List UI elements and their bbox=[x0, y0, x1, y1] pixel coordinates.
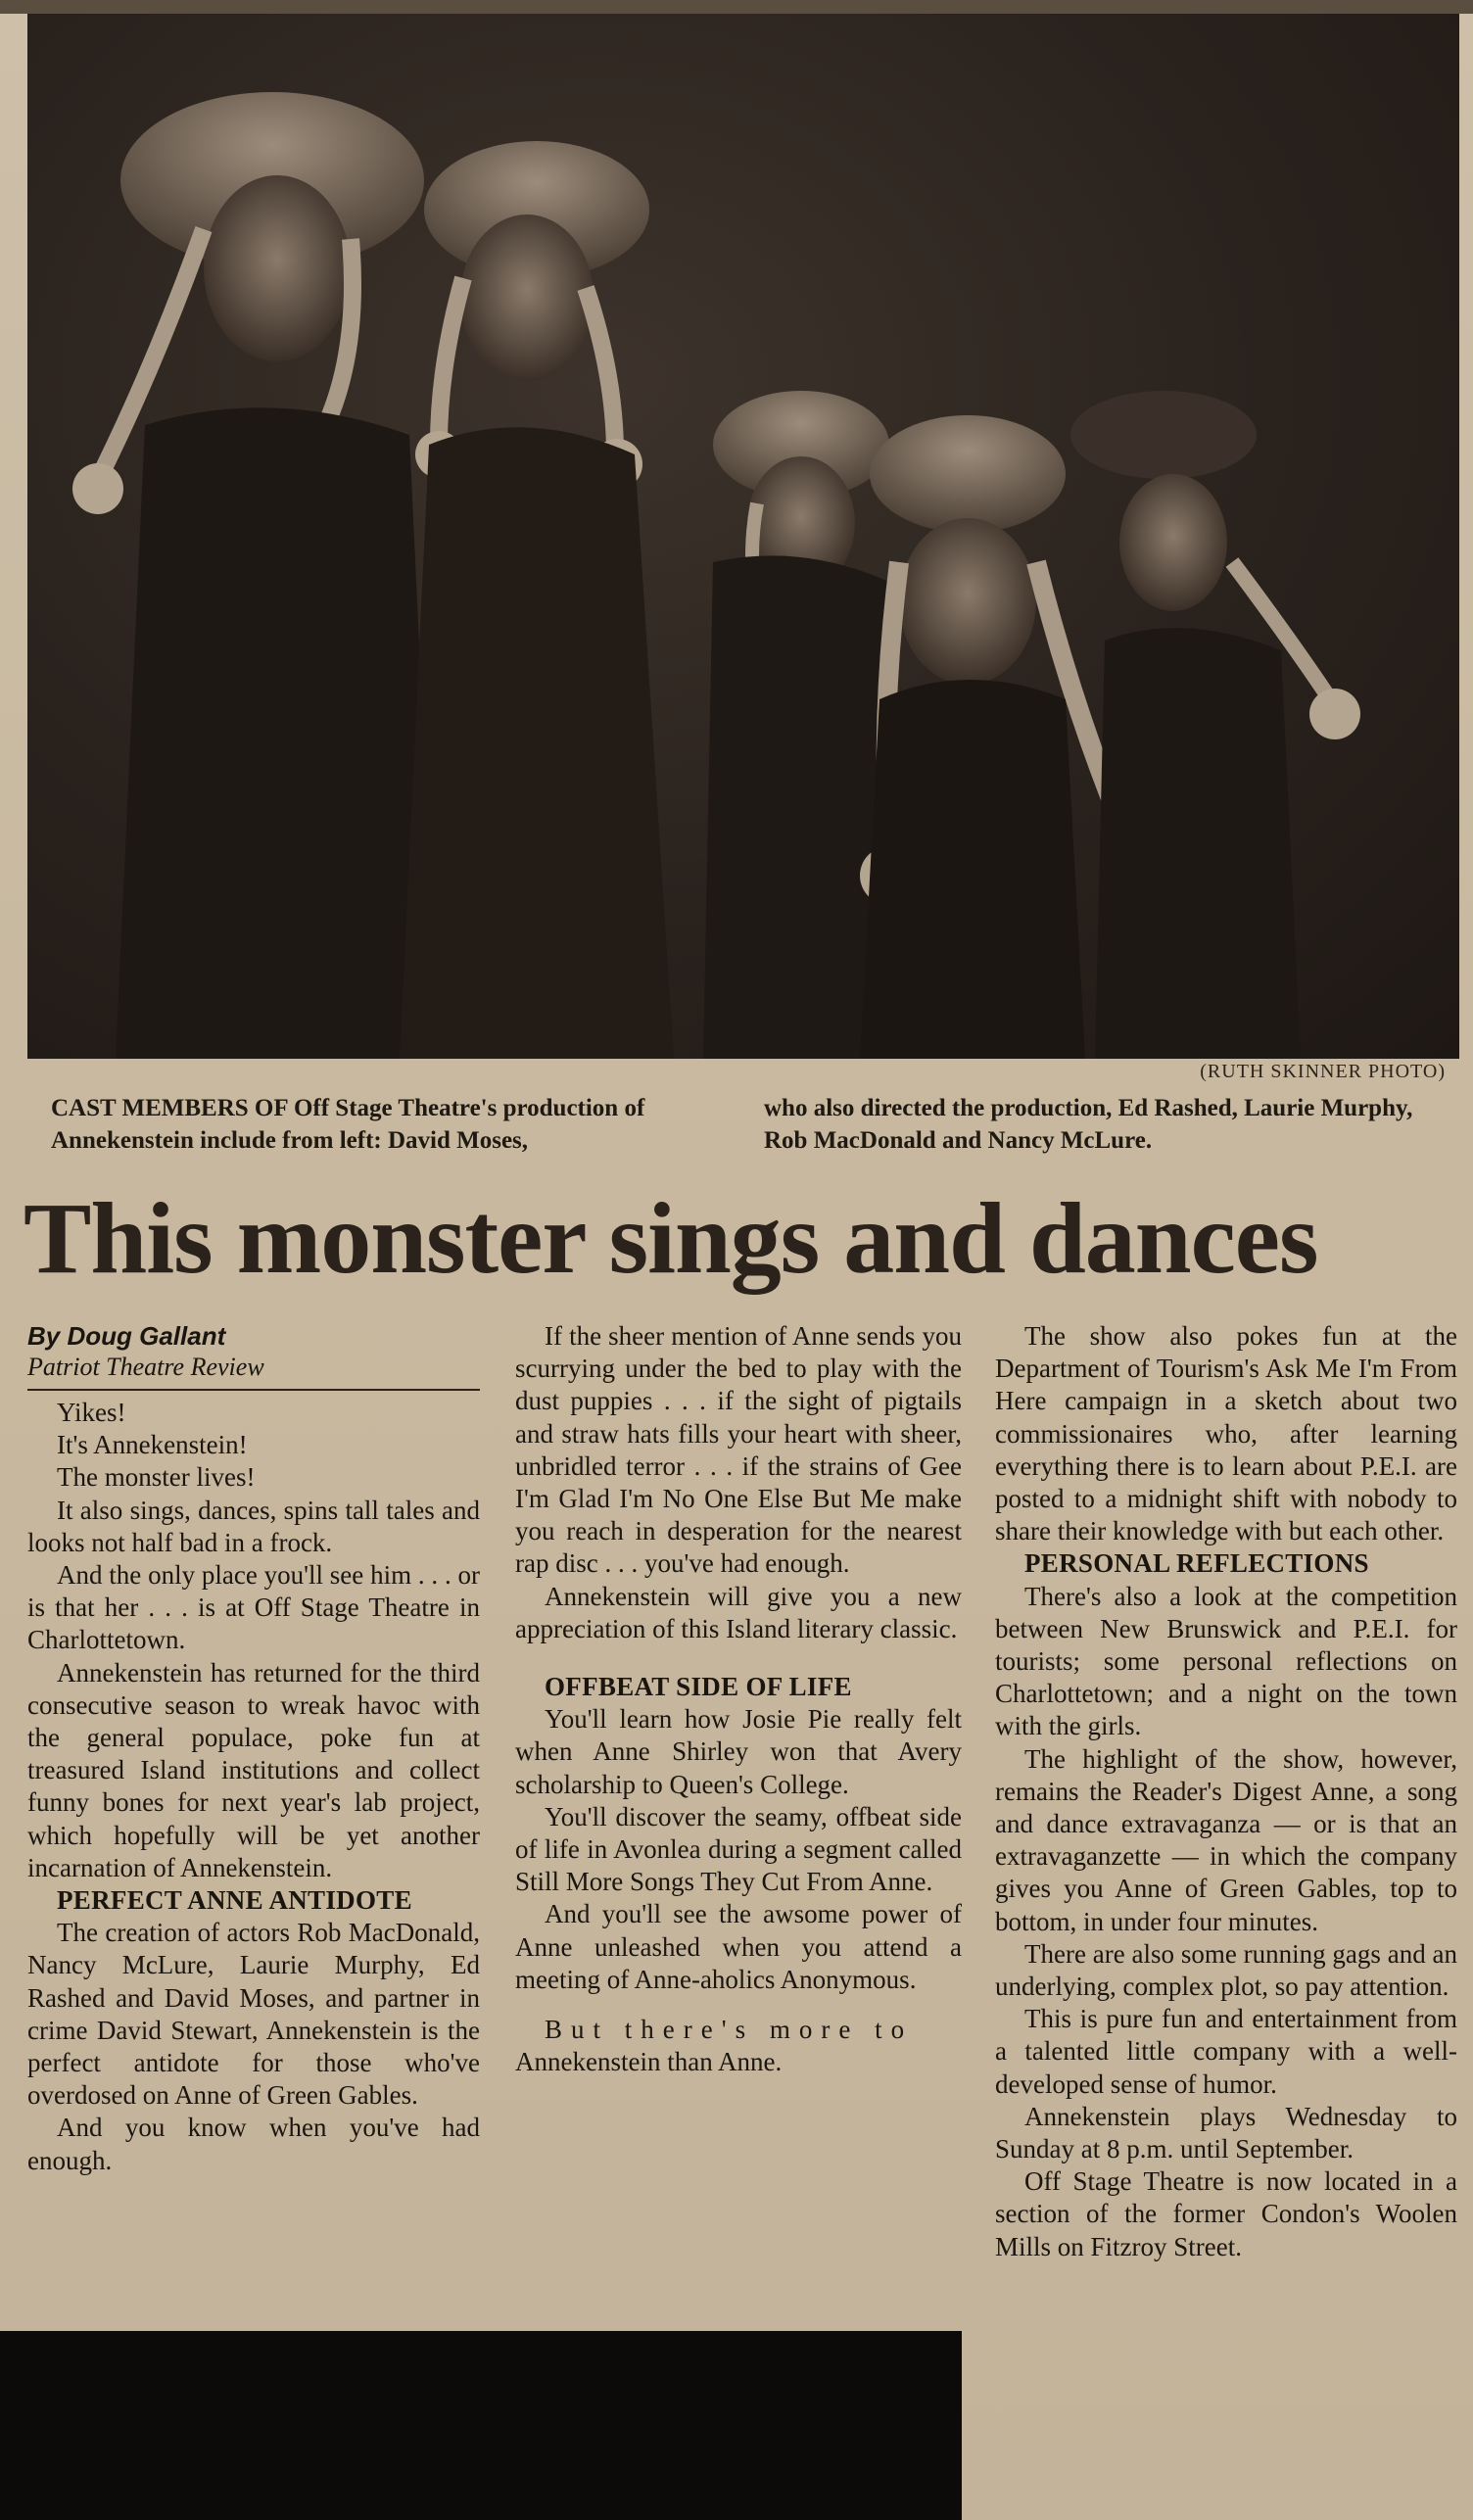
paragraph: It's Annekenstein! bbox=[57, 1430, 248, 1460]
article-column-3 bbox=[995, 1320, 1457, 2263]
headline: This monster sings and dances bbox=[24, 1182, 1318, 1295]
photo-caption-right: who also directed the production, Ed Rashed, Laurie Murphy, Rob MacDonald and Nancy McLure. bbox=[764, 1095, 1413, 1154]
byline-author: By Doug Gallant bbox=[27, 1321, 226, 1351]
subheading: PERFECT ANNE ANTIDOTE bbox=[57, 1885, 412, 1916]
dark-background-area bbox=[0, 2331, 962, 2520]
paragraph: There's also a look at the competition between New Brunswick and P.E.I. for tourists; some personal reflections on Charlottetown; and a night on the town with the girls. bbox=[995, 1581, 1457, 1741]
paragraph: The show also pokes fun at the Department of Tourism's Ask Me I'm From Here campaign in a sketch about two commissionaires who, after learning everything there is to learn about P.E.I. are posted to a midnight shift with nobody to share their knowledge with but each other. bbox=[995, 1321, 1457, 1546]
paragraph: This is pure fun and entertainment from a talented little company with a well-developed sense of humor. bbox=[995, 2004, 1457, 2099]
paragraph: Annekenstein will give you a new appreciation of this Island literary classic. bbox=[515, 1581, 962, 1643]
paragraph: And you know when you've had enough. bbox=[27, 2113, 480, 2175]
paragraph: But there's more to bbox=[545, 2015, 914, 2045]
paragraph: Off Stage Theatre is now located in a section of the former Condon's Woolen Mills on Fitzroy Street. bbox=[995, 2166, 1457, 2261]
article-column-2 bbox=[515, 1320, 962, 2078]
paragraph: The highlight of the show, however, remains the Reader's Digest Anne, a song and dance extravaganza — or is that an extravaganzette — in which the company gives you Anne of Green Gables, top to bottom, in under four minutes. bbox=[995, 1743, 1457, 1936]
paragraph: Annekenstein plays Wednesday to Sunday at 8 p.m. until September. bbox=[995, 2101, 1457, 2164]
paragraph: Annekenstein has returned for the third consecutive season to wreak havoc with the general populace, poke fun at treasured Island institutions and collect funny bones for next year's lab project, which hopefully will be yet another incarnation of Annekenstein. bbox=[27, 1657, 480, 1882]
cast-member-figure bbox=[72, 92, 439, 1059]
top-dark-strip bbox=[0, 0, 1473, 14]
article-column-1 bbox=[27, 1320, 480, 2177]
cast-member-figure bbox=[400, 141, 674, 1059]
cast-member-figure bbox=[1070, 391, 1360, 1059]
paragraph: Yikes! bbox=[57, 1398, 126, 1427]
subheading: OFFBEAT SIDE OF LIFE bbox=[545, 1672, 852, 1702]
byline-rule bbox=[27, 1389, 480, 1391]
paragraph: It also sings, dances, spins tall tales and looks not half bad in a frock. bbox=[27, 1495, 480, 1557]
byline-section: Patriot Theatre Review bbox=[27, 1353, 264, 1381]
photo-caption-left: CAST MEMBERS OF Off Stage Theatre's production of Annekenstein include from left: David Moses, bbox=[51, 1095, 645, 1154]
paragraph: And the only place you'll see him . . . or is that her . . . is at Off Stage Theatre in Charlottetown. bbox=[27, 1560, 480, 1655]
paragraph: If the sheer mention of Anne sends you scurrying under the bed to play with the dust puppies . . . if the sight of pigtails and straw hats fills your heart with sheer, unbridled terror . . . if the strains of Gee I'm Glad I'm No One Else But Me make you reach in desperation for the nearest rap disc . . . you've had enough. bbox=[515, 1321, 962, 1579]
subheading: PERSONAL REFLECTIONS bbox=[1024, 1548, 1369, 1579]
photo-credit: (RUTH SKINNER PHOTO) bbox=[1200, 1061, 1446, 1082]
paragraph: And you'll see the awsome power of Anne unleashed when you attend a meeting of Anne-aholics Anonymous. bbox=[515, 1899, 962, 1994]
paragraph: The monster lives! bbox=[57, 1462, 256, 1493]
cast-photo-illustration bbox=[27, 14, 1459, 1059]
paragraph: You'll discover the seamy, offbeat side of life in Avonlea during a segment called Still More Songs They Cut From Anne. bbox=[515, 1801, 962, 1897]
cast-photo bbox=[27, 14, 1459, 1059]
paragraph: There are also some running gags and an underlying, complex plot, so pay attention. bbox=[995, 1938, 1457, 2002]
paragraph: You'll learn how Josie Pie really felt when Anne Shirley won that Avery scholarship to Queen's College. bbox=[515, 1704, 962, 1799]
paragraph: The creation of actors Rob MacDonald, Nancy McLure, Laurie Murphy, Ed Rashed and David Moses, and partner in crime David Stewart, Annekenstein is the perfect antidote for those who've overdosed on Anne of Green Gables. bbox=[27, 1918, 480, 2111]
paragraph: Annekenstein than Anne. bbox=[515, 2047, 783, 2077]
